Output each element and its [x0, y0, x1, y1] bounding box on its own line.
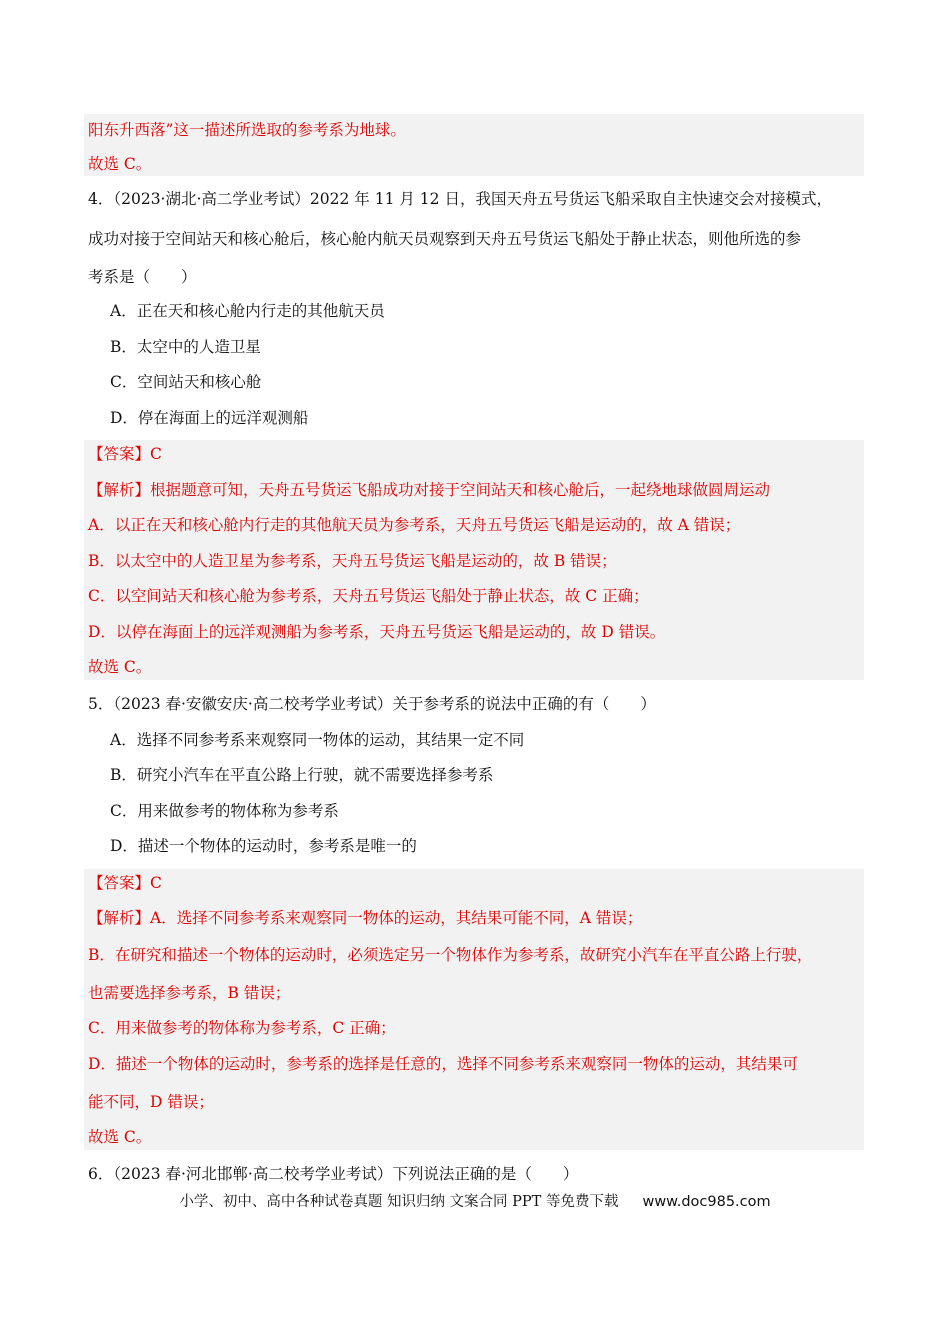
q4-stem-line-1: 4．（2023·湖北·高二学业考试）2022 年 11 月 12 日，我国天舟五号货运飞船采取自主快速交会对接模式， [88, 190, 832, 208]
q5-option-d: D．描述一个物体的运动时，参考系是唯一的 [110, 837, 417, 855]
q4-option-c: C．空间站天和核心舱 [110, 373, 262, 391]
q4-option-a: A．正在天和核心舱内行走的其他航天员 [110, 302, 385, 320]
footer-url[interactable]: www.doc985.com [642, 1194, 771, 1210]
q5-analysis-line-5: D．描述一个物体的运动时，参考系的选择是任意的，选择不同参考系来观察同一物体的运动，其结果可 [88, 1055, 798, 1073]
q4-option-d: D．停在海面上的远洋观测船 [110, 409, 309, 427]
q4-analysis-line-6: 故选 C。 [88, 658, 152, 676]
q4-analysis-line-5: D．以停在海面上的远洋观测船为参考系，天舟五号货运飞船是运动的，故 D 错误。 [88, 623, 666, 641]
q4-answer: 【答案】C [88, 445, 162, 463]
q5-analysis-line-1: 【解析】A．选择不同参考系来观察同一物体的运动，其结果可能不同，A 错误； [88, 909, 643, 927]
q5-analysis-line-3: 也需要选择参考系，B 错误； [88, 984, 291, 1002]
q5-analysis-line-2: B．在研究和描述一个物体的运动时，必须选定另一个物体作为参考系，故研究小汽车在平直公路上行驶， [88, 946, 813, 964]
q5-option-a: A．选择不同参考系来观察同一物体的运动，其结果一定不同 [110, 731, 525, 749]
q5-option-c: C．用来做参考的物体称为参考系 [110, 802, 339, 820]
q3-answer-line-2: 故选 C。 [88, 155, 152, 173]
page-footer [0, 1190, 950, 1211]
q4-analysis-line-1: 【解析】根据题意可知，天舟五号货运飞船成功对接于空间站天和核心舱后，一起绕地球做圆周运动 [88, 481, 771, 499]
q3-answer-line-1: 阳东升西落”这一描述所选取的参考系为地球。 [88, 121, 406, 139]
q4-analysis-line-4: C．以空间站天和核心舱为参考系，天舟五号货运飞船处于静止状态，故 C 正确； [88, 587, 649, 605]
q5-analysis-line-7: 故选 C。 [88, 1128, 152, 1146]
q5-stem-line-1: 5．（2023 春·安徽安庆·高二校考学业考试）关于参考系的说法中正确的有（ ） [88, 695, 656, 713]
q4-stem-line-2: 成功对接于空间站天和核心舱后，核心舱内航天员观察到天舟五号货运飞船处于静止状态，则他所选的参 [88, 230, 802, 248]
q4-analysis-line-2: A．以正在天和核心舱内行走的其他航天员为参考系，天舟五号货运飞船是运动的，故 A 错误； [88, 516, 741, 534]
q5-analysis-line-6: 能不同，D 错误； [88, 1093, 214, 1111]
q4-analysis-line-3: B．以太空中的人造卫星为参考系，天舟五号货运飞船是运动的，故 B 错误； [88, 552, 617, 570]
footer-text: 小学、初中、高中各种试卷真题 知识归纳 文案合同 PPT 等免费下载 [179, 1194, 619, 1210]
q6-stem-line-1: 6．（2023 春·河北邯郸·高二校考学业考试）下列说法正确的是（ ） [88, 1165, 579, 1183]
q4-stem-line-3: 考系是（ ） [88, 268, 197, 286]
q5-analysis-line-4: C．用来做参考的物体称为参考系，C 正确； [88, 1019, 396, 1037]
q5-answer: 【答案】C [88, 874, 162, 892]
q5-option-b: B．研究小汽车在平直公路上行驶，就不需要选择参考系 [110, 766, 494, 784]
q4-option-b: B．太空中的人造卫星 [110, 338, 261, 356]
